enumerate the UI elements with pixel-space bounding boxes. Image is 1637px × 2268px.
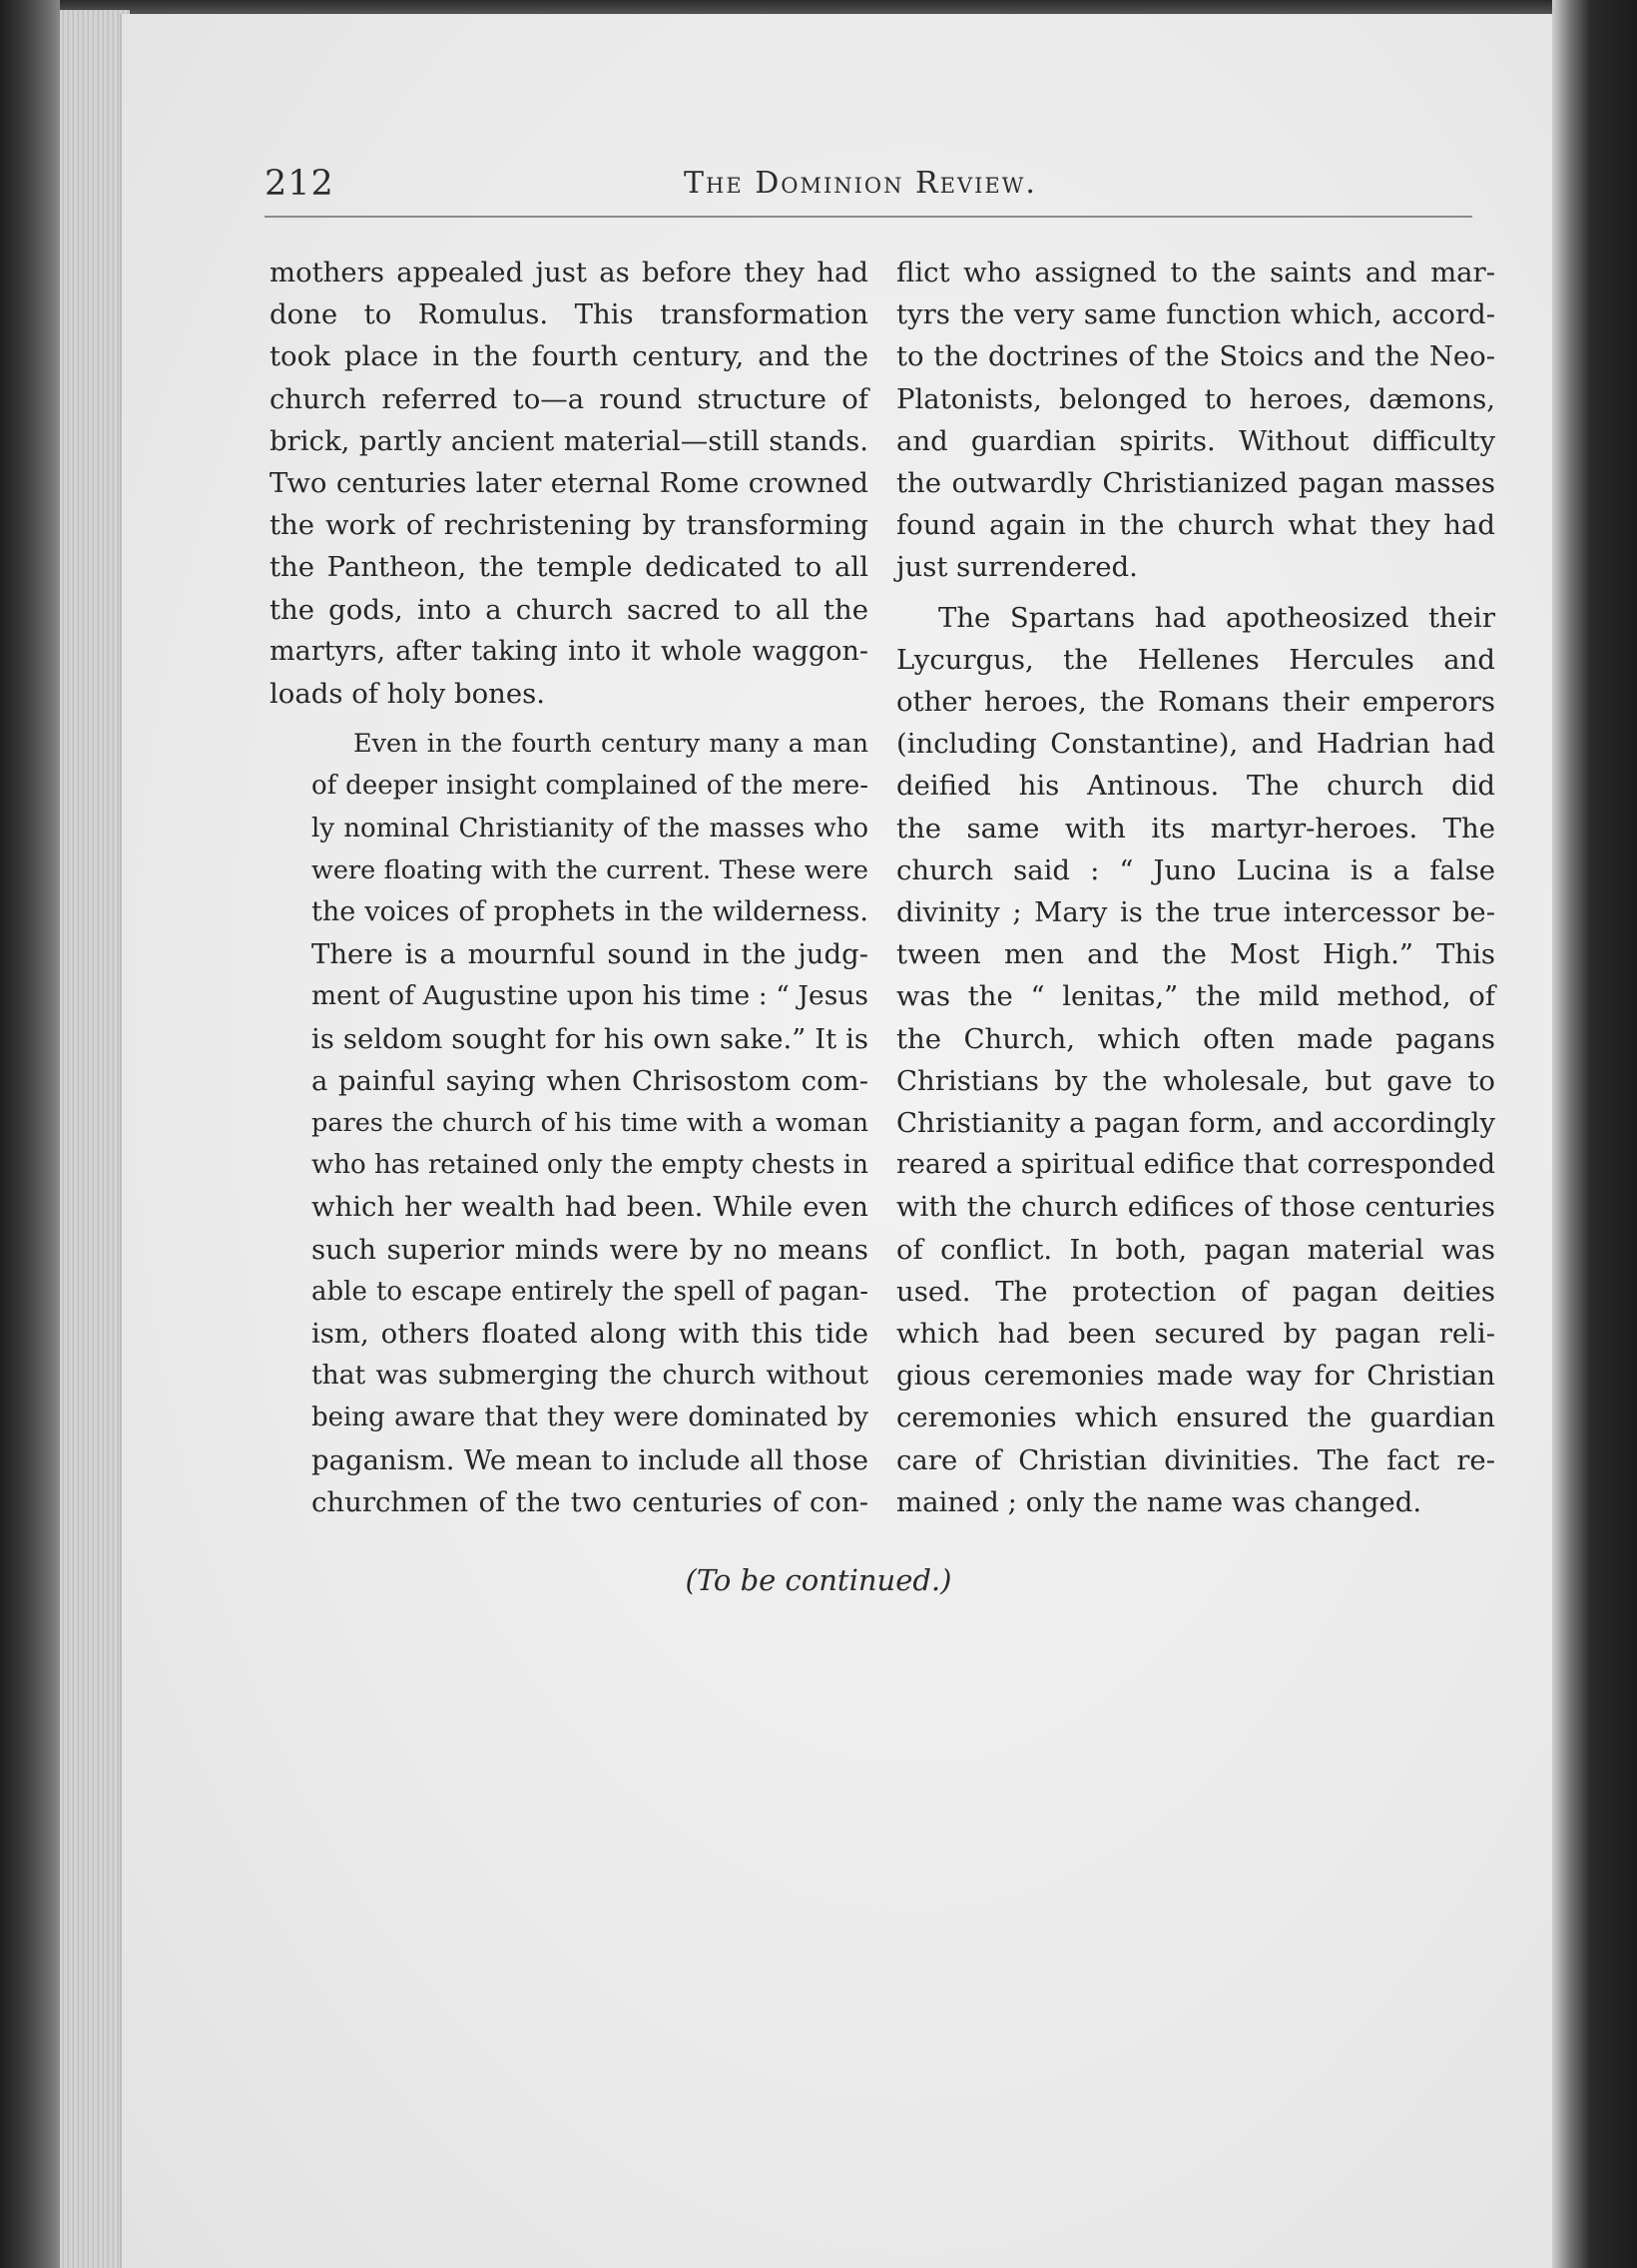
text-line: mained ; only the name was changed.	[896, 1485, 1422, 1518]
right-paragraph-2	[896, 597, 1495, 1523]
right-paragraph-1	[896, 252, 1495, 589]
text-line: a painful saying when Chrisostom com-	[311, 1064, 868, 1097]
left-paragraph-2	[270, 723, 868, 1523]
text-line: There is a mournful sound in the judg-	[311, 938, 868, 971]
text-line: tween men and the Most High.” This	[896, 938, 1495, 971]
text-line: the voices of prophets in the wilderness.	[311, 896, 868, 928]
text-line: (including Constantine), and Hadrian had	[896, 728, 1495, 761]
text-line: being aware that they were dominated by	[311, 1403, 868, 1433]
text-line: such superior minds were by no means	[311, 1233, 868, 1266]
text-line: martyrs, after taking into it whole waggon-	[270, 635, 868, 667]
text-line: churchmen of the two centuries of con-	[311, 1485, 868, 1518]
text-line: to the doctrines of the Stoics and the Neo-	[896, 340, 1495, 373]
journal-title: The Dominion Review.	[684, 166, 1037, 201]
text-line: the Pantheon, the temple dedicated to all	[270, 551, 868, 584]
text-line: the same with its martyr-heroes. The	[896, 812, 1495, 845]
text-line: mothers appealed just as before they had	[270, 257, 868, 288]
text-line: pares the church of his time with a woman	[311, 1108, 868, 1139]
text-line: loads of holy bones.	[270, 678, 546, 711]
text-line: which her wealth had been. While even	[311, 1191, 868, 1224]
running-head	[265, 160, 1472, 220]
text-line: Lycurgus, the Hellenes Hercules and	[896, 643, 1495, 676]
text-line: care of Christian divinities. The fact re-	[896, 1443, 1495, 1476]
text-line: with the church edifices of those centuries	[896, 1191, 1495, 1224]
text-line: of conflict. In both, pagan material was	[896, 1233, 1495, 1266]
text-line: Even in the fourth century many a man	[353, 729, 868, 760]
text-line: the gods, into a church sacred to all the	[270, 593, 868, 626]
text-line: used. The protection of pagan deities	[896, 1275, 1495, 1308]
book-gutter	[1552, 0, 1637, 2268]
header-rule	[265, 216, 1472, 218]
text-line: the work of rechristening by transforming	[270, 509, 868, 542]
text-line: ment of Augustine upon his time : “ Jesus	[311, 980, 868, 1012]
text-line: deified his Antinous. The church did	[896, 770, 1495, 803]
text-line: able to escape entirely the spell of pagan-	[311, 1276, 868, 1307]
text-line: ly nominal Christianity of the masses who	[311, 813, 868, 844]
text-line: and guardian spirits. Without difficulty	[896, 424, 1495, 457]
text-line: Christians by the wholesale, but gave to	[896, 1064, 1495, 1097]
text-line: tyrs the very same function which, accord-	[896, 298, 1495, 331]
text-line: gious ceremonies made way for Christian	[896, 1360, 1495, 1393]
text-line: church referred to—a round structure of	[270, 382, 868, 415]
text-line: were floating with the current. These were	[311, 854, 868, 885]
text-line: paganism. We mean to include all those	[311, 1443, 868, 1476]
text-line: was the “ lenitas,” the mild method, of	[896, 980, 1495, 1013]
text-line: is seldom sought for his own sake.” It is	[311, 1022, 868, 1055]
continued-note: (To be continued.)	[685, 1563, 952, 1597]
page-number: 212	[265, 164, 334, 204]
text-line: of deeper insight complained of the mere-	[311, 771, 868, 802]
book-left-edge	[0, 0, 60, 2268]
text-line: ceremonies which ensured the guardian	[896, 1402, 1495, 1434]
right-column	[896, 252, 1495, 1523]
text-line: the Church, which often made pagans	[896, 1022, 1495, 1055]
text-line: just surrendered.	[896, 551, 1138, 584]
text-line: Two centuries later eternal Rome crowned	[270, 467, 868, 500]
text-line: brick, partly ancient material—still stands.	[270, 424, 868, 457]
text-line: that was submerging the church without	[311, 1360, 868, 1392]
text-line: Christianity a pagan form, and accordingly	[896, 1107, 1495, 1140]
text-line: the outwardly Christianized pagan masses	[896, 467, 1495, 500]
text-line: who has retained only the empty chests in	[311, 1150, 868, 1181]
text-line: ism, others floated along with this tide	[311, 1318, 868, 1351]
text-line: flict who assigned to the saints and mar-	[896, 257, 1495, 288]
left-paragraph-1	[270, 252, 868, 715]
text-line: Platonists, belonged to heroes, dæmons,	[896, 382, 1495, 415]
left-column	[270, 252, 868, 1523]
text-line: divinity ; Mary is the true intercessor be-	[896, 896, 1495, 929]
text-line: took place in the fourth century, and the	[270, 340, 868, 373]
text-line: found again in the church what they had	[896, 509, 1495, 542]
text-line: done to Romulus. This transformation	[270, 298, 868, 331]
text-line: other heroes, the Romans their emperors	[896, 686, 1495, 719]
text-line: church said : “ Juno Lucina is a false	[896, 853, 1495, 886]
text-line: which had been secured by pagan reli-	[896, 1318, 1495, 1351]
text-line: reared a spiritual edifice that corresponded	[896, 1149, 1495, 1181]
text-line: The Spartans had apotheosized their	[938, 601, 1495, 634]
